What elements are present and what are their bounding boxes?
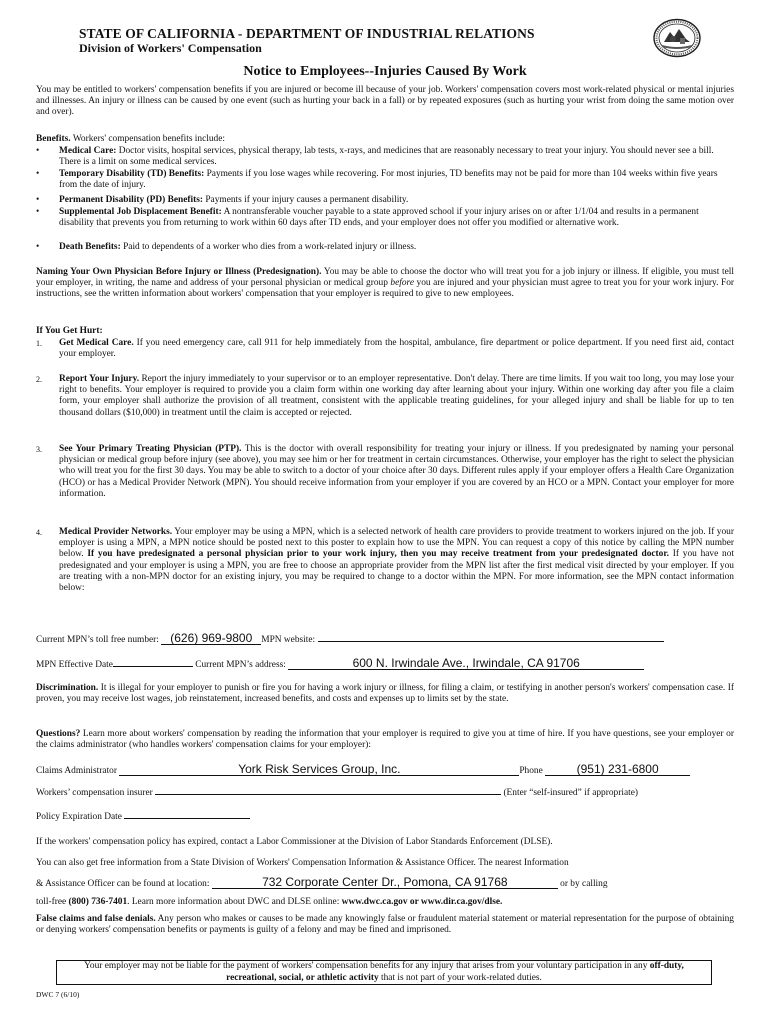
benefit-item-permanent-disability: [36, 195, 734, 206]
benefits-intro: [36, 134, 734, 145]
questions-heading: Questions?: [36, 729, 81, 739]
bullet-icon: •: [36, 169, 40, 179]
if-you-get-hurt-heading: [36, 326, 734, 337]
benefit-term: Temporary Disability (TD) Benefits:: [59, 169, 205, 179]
mpn-phone-line: [36, 632, 664, 646]
claims-admin-line: [36, 763, 690, 777]
benefit-item-death-benefits: [36, 242, 734, 253]
benefits-intro-text: Workers' compensation benefits include:: [70, 134, 226, 144]
voluntary-activity-notice: [56, 960, 712, 985]
mpn-address-field[interactable]: 600 N. Irwindale Ave., Irwindale, CA 91706: [288, 657, 644, 670]
policy-expiration-line: [36, 811, 250, 823]
learn-more-text: . Learn more information about DWC and DLSE online:: [127, 897, 342, 907]
discrimination-heading: Discrimination.: [36, 683, 99, 693]
step-text: Report the injury immediately to your supervisor or to an employer representative. Don't delay. There are time limits. If you wait too long, you may lose your right to benefits. Your employer is required to provide you a claim form within one working day after learning about your injury. Within one working day after you file a claim form, your employer shall authorize the provision of all treatment, consistent with the applicable treating guidelines, for your alleged injury and shall be liable for up to ten thousand dollars ($10,000) in treatment until the claim is accepted or rejected.: [59, 374, 734, 418]
discrimination-paragraph: [36, 683, 734, 705]
benefit-text: Payments if you lose wages while recovering. For most injuries, TD benefits may not be paid for more than 104 weeks within five years from the date of injury.: [59, 169, 718, 191]
predesignation-paragraph: [36, 267, 734, 301]
bullet-icon: •: [36, 242, 40, 252]
step-text: Your employer may be using a MPN, which is a selected network of health care providers to provide treatment to workers injured on the job. If your employer is using a MPN, a MPN notice should be posted next to this poster to explain how to use the MPN. You can request a copy of this notice by calling the MPN number below.: [59, 527, 734, 560]
false-claims-heading: False claims and false denials.: [36, 914, 156, 924]
hurt-step-4: [36, 527, 734, 594]
state-seal-icon: [652, 18, 702, 58]
bullet-icon: •: [36, 195, 40, 205]
benefit-term: Death Benefits:: [59, 242, 121, 252]
benefits-heading: Benefits.: [36, 134, 71, 144]
benefit-item-medical-care: [36, 146, 734, 168]
benefit-text: Payments if your injury causes a permanent disability.: [203, 195, 409, 205]
discrimination-text: It is illegal for your employer to punish or fire you for having a work injury or illness, for filing a claim, or testifying in another person's workers' compensation case. If proven, you may receive lost wages, job reinstatement, increased benefits, and costs and expenses up to limits set by the state.: [36, 683, 734, 705]
notice-title: Notice to Employees--Injuries Caused By Work: [243, 64, 527, 79]
predesignation-emphasis: before: [390, 278, 415, 289]
questions-paragraph: [36, 729, 734, 751]
claims-phone-label: Phone: [519, 766, 546, 776]
false-claims-paragraph: [36, 914, 734, 936]
benefit-term: Medical Care:: [59, 146, 117, 156]
tollfree-label: toll-free: [36, 897, 69, 907]
mpn-address-line: [36, 657, 644, 671]
hurt-step-1: [36, 338, 734, 360]
mpn-date-field[interactable]: [113, 666, 193, 667]
step-term: Medical Provider Networks.: [59, 527, 173, 537]
step-number: 4.: [36, 528, 42, 537]
hurt-step-2: [36, 374, 734, 419]
benefit-text: Paid to dependents of a worker who dies from a work-related injury or illness.: [120, 242, 417, 252]
info-officer-line-2: [36, 876, 608, 890]
step-term: Report Your Injury.: [59, 374, 140, 384]
claims-admin-label: Claims Administrator: [36, 766, 120, 776]
dwc-websites-link[interactable]: www.dwc.ca.gov or www.dir.ca.gov/dlse.: [341, 897, 503, 907]
step-number: 2.: [36, 375, 42, 384]
benefit-term: Supplemental Job Displacement Benefit:: [59, 207, 222, 217]
mpn-website-field[interactable]: [318, 641, 664, 642]
tollfree-number: (800) 736-7401: [68, 897, 128, 907]
info-officer-line-3: [36, 896, 502, 908]
division-heading: Division of Workers' Compensation: [79, 41, 262, 55]
info-officer-label: & Assistance Officer can be found at location:: [36, 879, 212, 889]
mpn-phone-field[interactable]: (626) 969-9800: [161, 632, 261, 645]
notice-text: Your employer may not be liable for the payment of workers' compensation benefits for any injury that arises from your voluntary participation in any: [84, 961, 650, 971]
hurt-step-3: [36, 444, 734, 500]
predesignation-heading: Naming Your Own Physician Before Injury or Illness (Predesignation).: [36, 267, 322, 277]
mpn-website-label: MPN website:: [261, 635, 318, 645]
questions-text: Learn more about workers' compensation by reading the information that your employer is required to give you at time of hire. If you have questions, see your employer or the claims administrator (who handles workers' compensation claims for your employer):: [36, 729, 734, 751]
insurer-line: [36, 787, 638, 799]
step-number: 3.: [36, 445, 42, 454]
claims-admin-field[interactable]: York Risk Services Group, Inc.: [119, 763, 519, 776]
bullet-icon: •: [36, 146, 40, 156]
benefit-text: A nontransferable voucher payable to a state approved school if your injury arises on or after 1/1/04 and results in a permanent disability that prevents you from returning to work within 60 days after TD ends, and your employer does not offer you modified or alternative work.: [59, 207, 699, 229]
step-number: 1.: [36, 339, 42, 348]
step-text: If you need emergency care, call 911 for help immediately from the hospital, ambulance, fire department or police department. If you need first aid, contact your employer.: [59, 338, 734, 360]
step-text-end: If you have not predesignated and your employer is using a MPN, you are free to choose an appropriate provider from the MPN list after the first medical visit directed by your employer. If you are treating with a non-MPN doctor for an existing injury, you may be required to change to a doctor within the MPN. For more information, see the MPN contact information below:: [59, 549, 735, 594]
agency-heading: STATE OF CALIFORNIA - DEPARTMENT OF INDUSTRIAL RELATIONS: [79, 26, 535, 41]
bullet-icon: •: [36, 207, 40, 217]
insurer-field[interactable]: [155, 794, 501, 795]
predesignation-text-end: you are injured and your physician must agree to treat you for your work injury. For instructions, see the written information about workers' compensation that your employer is required to give to new employees.: [36, 278, 734, 300]
step-text: This is the doctor with overall responsibility for treating your injury or illness. If you predesignated by naming your personal physician or medical group before injury (see above), you may see him or her for treatment in certain circumstances. Otherwise, your employer has the right to select the physician who will treat you for the first 30 days. You may be able to switch to a doctor of your choice after 30 days. Different rules apply if your employer offers a Health Care Organization (HCO) or has a Medical Provider Network (MPN). You should receive information from your employer if you are covered by an HCO or a MPN. Contact your employer for more information.: [59, 444, 734, 499]
predesignation-text: You may be able to choose the doctor who will treat you for a job injury or illness. If eligible, you must tell your employer, in writing, the name and address of your personal physician or medical group: [36, 267, 734, 289]
benefit-item-job-displacement: [36, 207, 734, 229]
dlse-line: If the workers' compensation policy has expired, contact a Labor Commissioner at the Division of Labor Standards Enforcement (DLSE).: [36, 837, 553, 847]
info-officer-line-1: You can also get free information from a State Division of Workers' Compensation Information & Assistance Officer. The nearest Information: [36, 858, 569, 868]
insurer-note: (Enter “self-insured” if appropriate): [501, 788, 639, 798]
info-officer-location-field[interactable]: 732 Corporate Center Dr., Pomona, CA 91768: [212, 876, 558, 889]
form-number: DWC 7 (6/10): [36, 990, 80, 999]
info-officer-tail: or by calling: [557, 879, 608, 889]
insurer-label: Workers’ compensation insurer: [36, 788, 156, 798]
notice-text-end: that is not part of your work-related duties.: [378, 972, 542, 983]
benefit-text: Doctor visits, hospital services, physical therapy, lab tests, x-rays, and medicines that are reasonably necessary to treat your injury. You should never see a bill. There is a limit on some medical services.: [59, 146, 714, 168]
benefit-term: Permanent Disability (PD) Benefits:: [59, 195, 203, 205]
mpn-date-label: MPN Effective Date: [36, 660, 113, 670]
claims-phone-field[interactable]: (951) 231-6800: [545, 763, 690, 776]
step-term: See Your Primary Treating Physician (PTP).: [59, 444, 242, 454]
policy-expiration-label: Policy Expiration Date: [36, 812, 125, 822]
step-term: Get Medical Care.: [59, 338, 134, 348]
intro-paragraph: You may be entitled to workers' compensation benefits if you are injured or become ill because of your job. Workers' compensation covers most work-related physical or mental injuries and illnesses. An injury or illness can be caused by one event (such as hurting your back in a fall) or by repeated exposures (such as hurting your wrist from doing the same motion over and over).: [36, 85, 734, 118]
step-bold-text: If you have predesignated a personal physician prior to your work injury, then you may receive treatment from your predesignated doctor.: [87, 549, 670, 560]
mpn-address-label: Current MPN’s address:: [192, 660, 289, 670]
false-claims-text: Any person who makes or causes to be made any knowingly false or fraudulent material statement or material representation for the purpose of obtaining or denying workers' compensation benefits or payments is guilty of a felony and may be fined and imprisoned.: [36, 914, 734, 936]
policy-expiration-field[interactable]: [124, 818, 250, 819]
benefit-item-temporary-disability: [36, 169, 734, 191]
mpn-phone-label: Current MPN’s toll free number:: [36, 635, 162, 645]
notice-bold-text: off-duty, recreational, social, or athletic activity: [226, 961, 684, 983]
hurt-heading-text: If You Get Hurt:: [36, 326, 103, 336]
